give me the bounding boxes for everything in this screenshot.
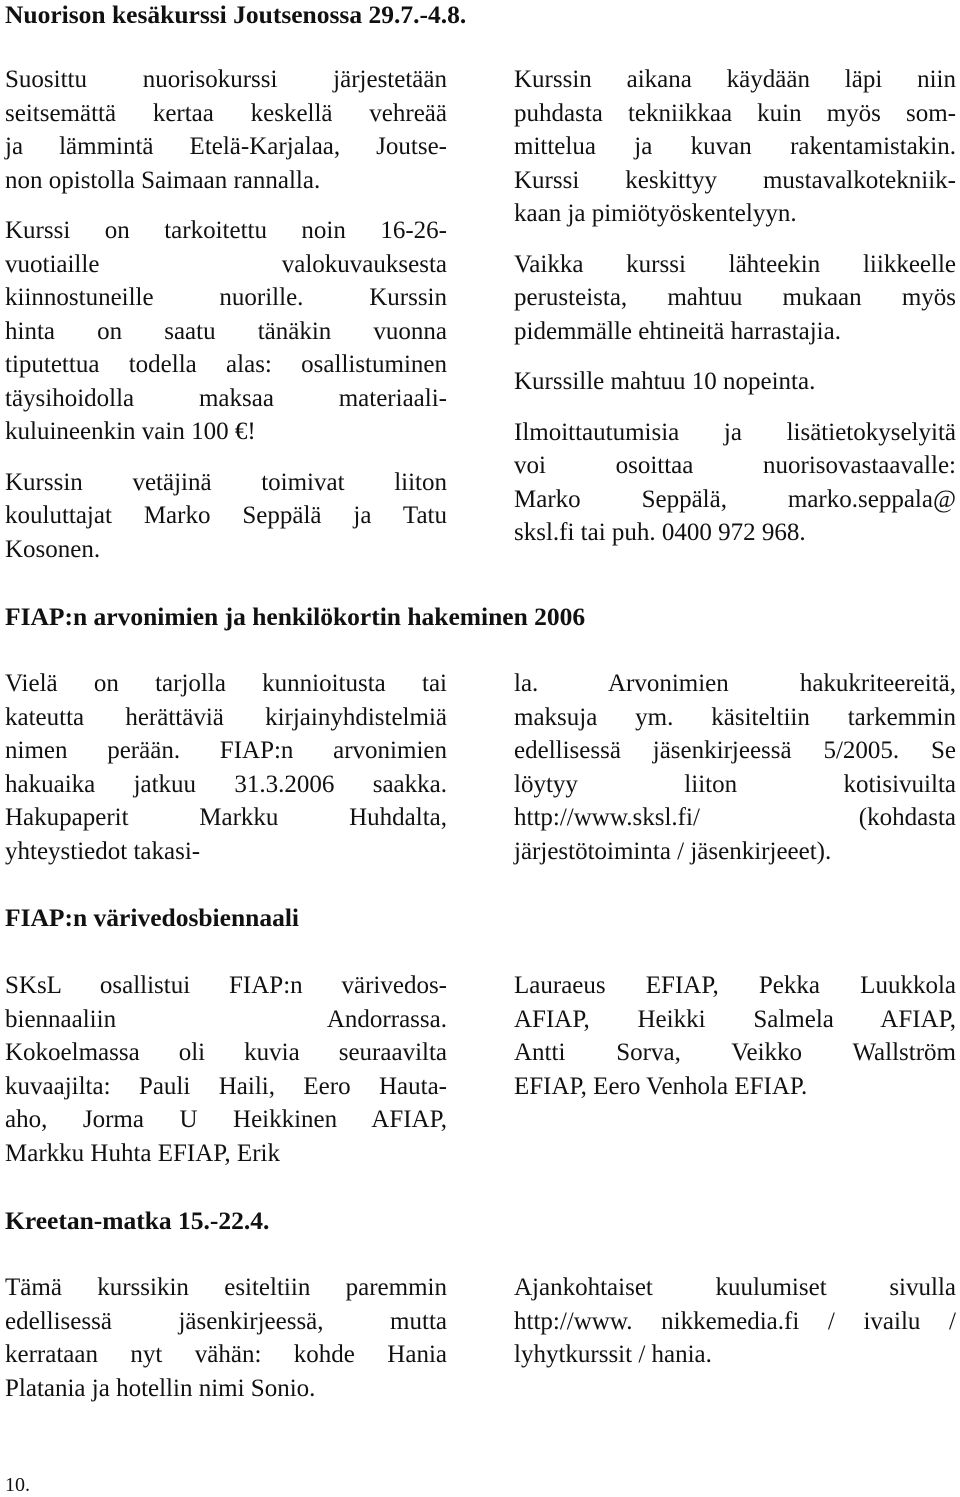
text-line: Antti Sorva, Veikko Wallström: [514, 1039, 956, 1066]
text-line: EFIAP, Eero Venhola EFIAP.: [514, 1072, 808, 1100]
kurssi-right-column: [514, 63, 956, 550]
biennaali-left-column: [5, 969, 447, 1170]
paragraph: [514, 63, 956, 231]
text-line: täysihoidolla maksaa materiaali-: [5, 384, 447, 412]
text-line: hakuaika jatkuu 31.3.2006 saakka.: [5, 770, 447, 798]
text-line: Kurssi on tarkoitettu noin 16-26-: [5, 217, 447, 244]
paragraph: [514, 1271, 956, 1372]
text-line: Tämä kurssikin esiteltiin paremmin: [5, 1274, 447, 1301]
text-line: yhteystiedot takasi-: [5, 837, 201, 865]
text-line: Kurssin vetäjinä toimivat liiton: [5, 468, 447, 496]
text-line: SKsL osallistui FIAP:n värivedos-: [5, 972, 447, 999]
text-line: Lauraeus EFIAP, Pekka Luukkola: [514, 972, 956, 999]
text-line: kuluineenkin vain 100 €!: [5, 418, 256, 445]
text-line: la. Arvonimien hakukriteereitä,: [514, 670, 956, 697]
paragraph: [5, 969, 447, 1170]
text-line: lyhytkurssit / hania.: [514, 1341, 712, 1368]
text-line: kateutta herättäviä kirjainyhdistelmiä: [5, 703, 447, 731]
text-line: biennaaliin Andorrassa.: [5, 1005, 447, 1033]
text-line: Kosonen.: [5, 535, 101, 563]
text-line: Markku Huhta EFIAP, Erik: [5, 1139, 280, 1167]
text-line: kaan ja pimiötyöskentelyyn.: [514, 200, 797, 227]
text-line: kerrataan nyt vähän: kohde Hania: [5, 1341, 447, 1368]
paragraph: [514, 969, 956, 1103]
text-line: Ajankohtaiset kuulumiset sivulla: [514, 1274, 956, 1301]
text-line: Vielä on tarjolla kunnioitusta tai: [5, 670, 447, 697]
paragraph: [514, 248, 956, 349]
text-line: ja lämmintä Etelä-Karjalaa, Joutse-: [5, 133, 447, 160]
text-line: tiputettua todella alas: osallistuminen: [5, 351, 447, 378]
page-number: 10.: [5, 1474, 30, 1496]
paragraph: [5, 214, 447, 449]
text-line: Kokoelmassa oli kuvia seuraavilta: [5, 1039, 447, 1066]
text-line: perusteista, mahtuu mukaan myös: [514, 284, 956, 311]
text-line: vuotiaille valokuvauksesta: [5, 250, 447, 278]
paragraph: [514, 667, 956, 868]
text-line: non opistolla Saimaan rannalla.: [5, 166, 321, 194]
arvonimet-heading: FIAP:n arvonimien ja henkilökortin hakeminen 2006: [5, 602, 586, 631]
text-line: http://www.sksl.fi/ (kohdasta: [514, 804, 956, 831]
text-line: edellisessä jäsenkirjeessä, mutta: [5, 1307, 447, 1335]
text-line: maksuja ym. käsiteltiin tarkemmin: [514, 703, 956, 731]
paragraph: [5, 667, 447, 868]
text-line: edellisessä jäsenkirjeessä 5/2005. Se: [514, 737, 956, 764]
text-line: nimen perään. FIAP:n arvonimien: [5, 737, 447, 764]
kreeta-heading: Kreetan-matka 15.-22.4.: [5, 1206, 270, 1235]
text-line: Ilmoittautumisia ja lisätietokyselyitä: [514, 418, 956, 446]
text-line: Kurssille mahtuu 10 nopeinta.: [514, 368, 816, 395]
paragraph: [5, 1271, 447, 1405]
text-line: Hakupaperit Markku Huhdalta,: [5, 804, 447, 831]
text-line: sksl.fi tai puh. 0400 972 968.: [514, 519, 806, 546]
paragraph: [5, 63, 447, 197]
text-line: http://www. nikkemedia.fi / ivailu /: [514, 1307, 956, 1335]
text-line: Platania ja hotellin nimi Sonio.: [5, 1374, 316, 1402]
kreeta-left-column: [5, 1271, 447, 1405]
paragraph: [514, 365, 956, 399]
arvonimet-left-column: [5, 667, 447, 868]
text-line: hinta on saatu tänäkin vuonna: [5, 317, 447, 345]
paragraph: [5, 466, 447, 567]
kreeta-right-column: [514, 1271, 956, 1372]
text-line: kiinnostuneille nuorille. Kurssin: [5, 284, 447, 311]
biennaali-right-column: [514, 969, 956, 1103]
text-line: puhdasta tekniikkaa kuin myös som-: [514, 99, 956, 127]
text-line: Marko Seppälä, marko.seppala@: [514, 485, 956, 513]
text-line: löytyy liiton kotisivuilta: [514, 770, 956, 798]
arvonimet-right-column: [514, 667, 956, 868]
kurssi-left-column: [5, 63, 447, 566]
text-line: AFIAP, Heikki Salmela AFIAP,: [514, 1005, 956, 1033]
text-line: seitsemättä kertaa keskellä vehreää: [5, 99, 447, 127]
text-line: voi osoittaa nuorisovastaavalle:: [514, 452, 956, 479]
biennaali-heading: FIAP:n värivedosbiennaali: [5, 903, 299, 932]
text-line: Kurssin aikana käydään läpi niin: [514, 66, 956, 93]
text-line: kouluttajat Marko Seppälä ja Tatu: [5, 502, 447, 529]
text-line: järjestötoiminta / jäsenkirjeeet).: [514, 837, 832, 865]
paragraph: [514, 416, 956, 550]
text-line: pidemmälle ehtineitä harrastajia.: [514, 317, 841, 345]
kurssi-heading: Nuorison kesäkurssi Joutsenossa 29.7.-4.8.: [5, 0, 467, 29]
text-line: aho, Jorma U Heikkinen AFIAP,: [5, 1106, 447, 1133]
text-line: kuvaajilta: Pauli Haili, Eero Hauta-: [5, 1072, 447, 1100]
text-line: Vaikka kurssi lähteekin liikkeelle: [514, 250, 956, 278]
text-line: mittelua ja kuvan rakentamistakin.: [514, 133, 956, 160]
text-line: Kurssi keskittyy mustavalkotekniik-: [514, 166, 956, 194]
text-line: Suosittu nuorisokurssi järjestetään: [5, 66, 447, 93]
